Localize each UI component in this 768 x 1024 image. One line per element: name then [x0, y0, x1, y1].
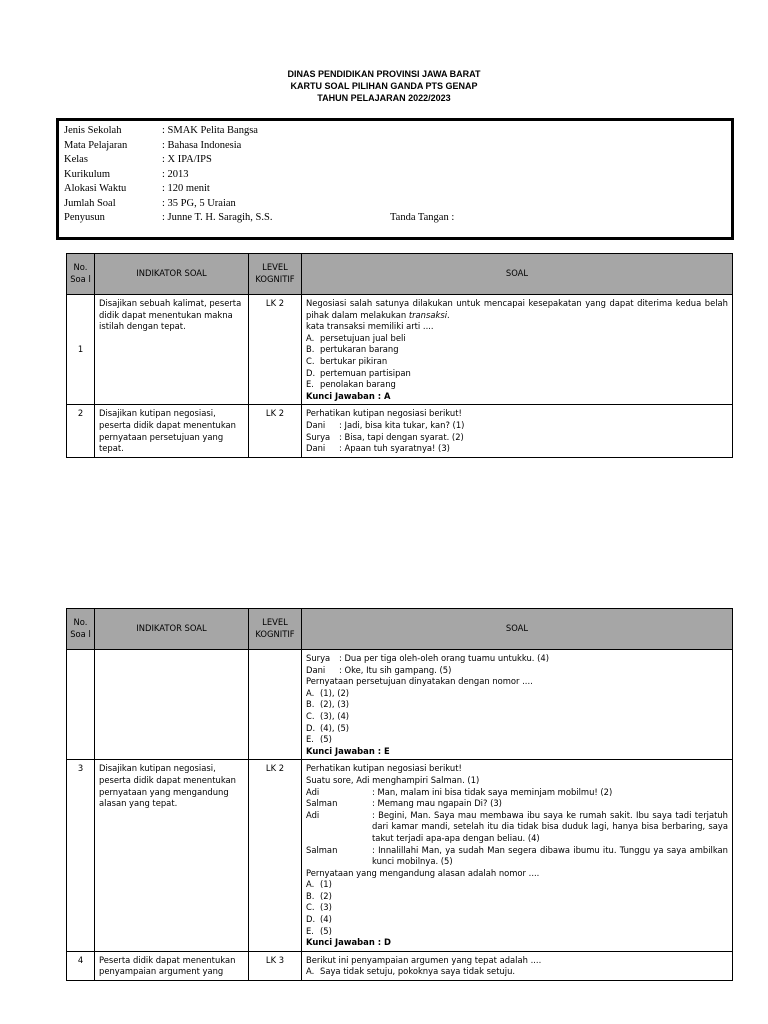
question-number: 2 — [67, 405, 95, 457]
answer-option: C. bertukar pikiran — [306, 355, 388, 366]
question-level: LK 2 — [249, 405, 302, 457]
info-value: : 35 PG, 5 Uraian — [162, 197, 236, 209]
answer-key: Kunci Jawaban : D — [306, 937, 391, 948]
answer-option: C. (3), (4) — [306, 710, 350, 721]
col-header-soal: SOAL — [302, 254, 733, 295]
answer-option: E. (5) — [306, 925, 332, 936]
dialog-line: Dani : Apaan tuh syaratnya! (3) — [306, 443, 450, 454]
table-row — [67, 650, 733, 760]
answer-key: Kunci Jawaban : E — [306, 745, 390, 756]
question-indicator: Disajikan sebuah kalimat, peserta didik dapat menentukan makna istilah dengan tepat. — [95, 295, 249, 405]
table-header-row — [67, 609, 733, 650]
info-value: : Junne T. H. Saragih, S.S. — [162, 212, 273, 223]
answer-option: D. (4) — [306, 914, 332, 925]
info-row — [64, 197, 726, 212]
question-intro: Perhatikan kutipan negosiasi berikut! — [306, 763, 462, 774]
info-row — [64, 153, 726, 168]
question-body — [302, 951, 733, 980]
dialog-line: Dani : Jadi, bisa kita tukar, kan? (1) — [306, 419, 465, 430]
header-line-1: DINAS PENDIDIKAN PROVINSI JAWA BARAT — [287, 69, 481, 79]
question-scene: Suatu sore, Adi menghampiri Salman. (1) — [306, 774, 480, 785]
col-header-indikator: INDIKATOR SOAL — [95, 254, 249, 295]
question-intro: Perhatikan kutipan negosiasi berikut! — [306, 408, 462, 419]
col-header-no: No. Soa l — [67, 254, 95, 295]
question-number: 3 — [67, 760, 95, 952]
table-row — [67, 405, 733, 457]
question-indicator: Peserta didik dapat menentukan penyampaian argument yang — [95, 951, 249, 980]
school-info-box — [56, 118, 734, 240]
col-header-soal: SOAL — [302, 609, 733, 650]
dialog-line: Dani : Oke, Itu sih gampang. (5) — [306, 664, 452, 675]
question-indicator — [95, 650, 249, 760]
question-level: LK 3 — [249, 951, 302, 980]
question-table-1 — [66, 253, 733, 458]
dialog-line: Salman : Memang mau ngapain Di? (3) — [306, 798, 502, 809]
question-indicator: Disajikan kutipan negosiasi, peserta didik dapat menentukan pernyataan persetujuan yang tepat. — [95, 405, 249, 457]
question-stem: Negosiasi salah satunya dilakukan untuk mencapai kesepakatan yang dapat diterima kedua belah pihak dalam melakukan transaksi. — [306, 298, 728, 320]
table-row — [67, 295, 733, 405]
dialog-line: Adi : Man, malam ini bisa tidak saya meminjam mobilmu! (2) — [306, 786, 613, 797]
question-body — [302, 405, 733, 457]
table-row — [67, 951, 733, 980]
info-row — [64, 124, 726, 139]
info-label: Penyusun — [64, 212, 105, 223]
info-value: : Bahasa Indonesia — [162, 139, 242, 151]
question-prompt: kata transaksi memiliki arti .... — [306, 321, 434, 332]
question-prompt: Pernyataan persetujuan dinyatakan dengan nomor .... — [306, 676, 533, 687]
col-header-level: LEVEL KOGNITIF — [249, 254, 302, 295]
answer-option: A. Saya tidak setuju, pokoknya saya tidak setuju. — [306, 966, 516, 977]
col-header-no: No. Soa l — [67, 609, 95, 650]
info-label: Kelas — [64, 154, 88, 165]
info-row — [64, 211, 726, 226]
dialog-line: Adi : Begini, Man. Saya mau membawa ibu saya ke rumah sakit. Ibu saya tadi terjatuh dari kamar mandi, setelah itu dia tidak bisa duduk lagi, hanya bisa berbaring, saya takut terjadi apa-apa dengan beliau. (4) — [306, 809, 728, 843]
col-header-indikator: INDIKATOR SOAL — [95, 609, 249, 650]
info-value: : SMAK Pelita Bangsa — [162, 125, 258, 136]
info-label: Jumlah Soal — [64, 197, 116, 209]
question-level — [249, 650, 302, 760]
answer-key: Kunci Jawaban : A — [306, 390, 391, 401]
answer-option: A. persetujuan jual beli — [306, 332, 406, 343]
answer-option: B. (2) — [306, 890, 332, 901]
answer-option: D. (4), (5) — [306, 722, 350, 733]
question-body — [302, 295, 733, 405]
header-line-2: KARTU SOAL PILIHAN GANDA PTS GENAP — [290, 81, 478, 91]
signature-label: Tanda Tangan : — [390, 212, 455, 223]
dialog-line: Surya : Dua per tiga oleh-oleh orang tuamu untukku. (4) — [306, 653, 549, 663]
info-label: Mata Pelajaran — [64, 139, 128, 151]
question-body — [302, 650, 733, 760]
question-indicator: Disajikan kutipan negosiasi, peserta didik dapat menentukan pernyataan yang mengandung alasan yang tepat. — [95, 760, 249, 952]
answer-option: D. pertemuan partisipan — [306, 367, 411, 378]
answer-option: B. pertukaran barang — [306, 344, 399, 355]
question-level: LK 2 — [249, 295, 302, 405]
info-label: Alokasi Waktu — [64, 183, 127, 194]
question-stem: Berikut ini penyampaian argumen yang tepat adalah .... — [306, 954, 542, 965]
question-number: 4 — [67, 951, 95, 980]
question-number: 1 — [67, 295, 95, 405]
col-header-level: LEVEL KOGNITIF — [249, 609, 302, 650]
info-value: : 120 menit — [162, 183, 210, 194]
info-row — [64, 168, 726, 183]
info-row — [64, 182, 726, 197]
answer-option: E. penolakan barang — [306, 379, 396, 390]
info-value: : 2013 — [162, 168, 189, 180]
answer-option: A. (1) — [306, 879, 332, 890]
table-header-row — [67, 254, 733, 295]
answer-option: C. (3) — [306, 902, 332, 913]
question-number — [67, 650, 95, 760]
question-prompt: Pernyataan yang mengandung alasan adalah nomor .... — [306, 867, 540, 878]
question-body — [302, 760, 733, 952]
info-value: : X IPA/IPS — [162, 154, 212, 165]
document-header — [0, 68, 768, 104]
info-row — [64, 139, 726, 154]
dialog-line: Surya : Bisa, tapi dengan syarat. (2) — [306, 431, 464, 442]
question-level: LK 2 — [249, 760, 302, 952]
answer-option: B. (2), (3) — [306, 699, 350, 710]
answer-option: E. (5) — [306, 734, 332, 745]
question-table-2 — [66, 608, 733, 981]
dialog-line: Salman : Innalillahi Man, ya sudah Man segera dibawa ibumu itu. Tunggu ya saya ambilkan kunci mobilnya. (5) — [306, 844, 728, 867]
info-label: Kurikulum — [64, 168, 111, 180]
table-row — [67, 760, 733, 952]
info-label: Jenis Sekolah — [64, 125, 122, 136]
header-line-3: TAHUN PELAJARAN 2022/2023 — [317, 93, 451, 103]
answer-option: A. (1), (2) — [306, 687, 350, 698]
